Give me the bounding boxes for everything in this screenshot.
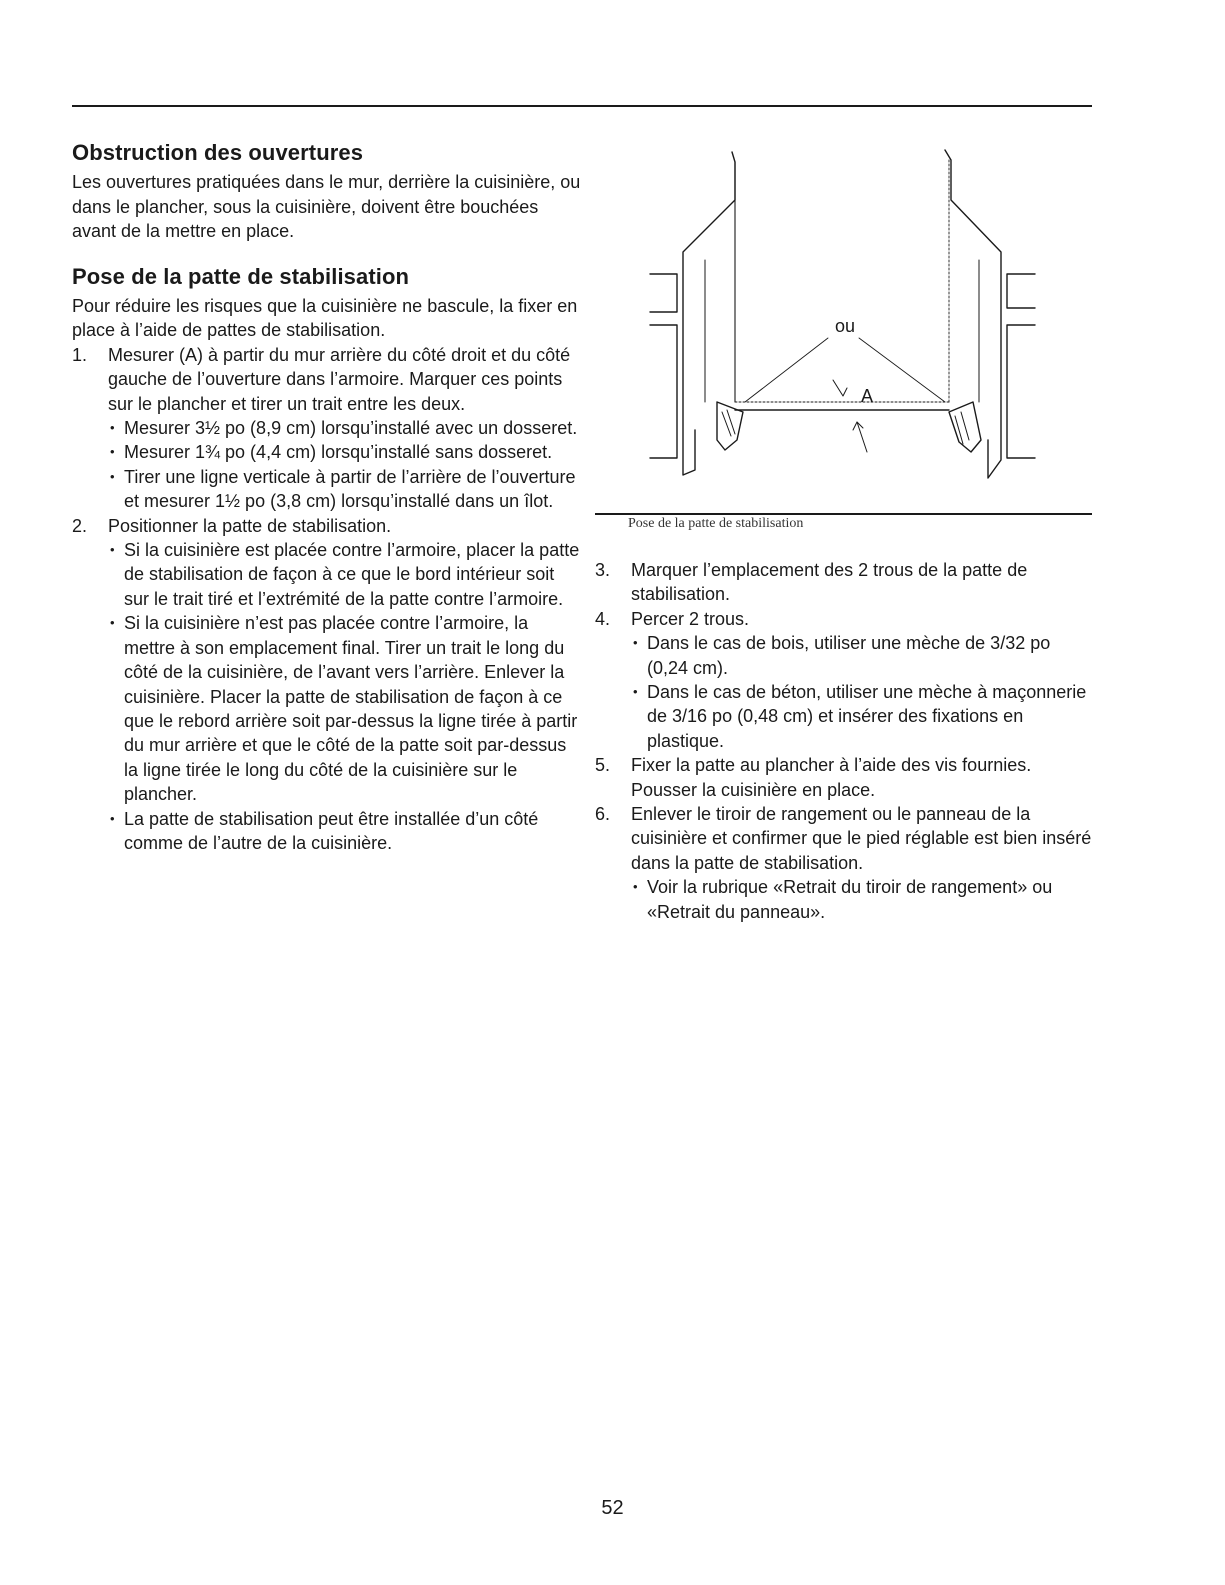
bullet-item: • La patte de stabilisation peut être installée d’un côté comme de l’autre de la cuisinière.	[108, 807, 582, 856]
figure-drawing	[595, 140, 1092, 535]
figure-caption: Pose de la patte de stabilisation	[628, 516, 804, 531]
step-4	[595, 607, 1095, 753]
step-text: Mesurer (A) à partir du mur arrière du côté droit et du côté gauche de l’ouverture dans l’armoire. Marquer ces points sur le plancher et tirer un trait entre les deux.	[108, 344, 571, 414]
bullet-item: • Tirer une ligne verticale à partir de l’arrière de l’ouverture et mesurer 1½ po (3,8 cm) lorsqu’installé dans un îlot.	[108, 465, 582, 514]
section-obstruction	[72, 140, 582, 244]
bullet-item: • Dans le cas de bois, utiliser une mèche de 3/32 po (0,24 cm).	[631, 631, 1095, 680]
right-column	[595, 558, 1095, 924]
section-pose	[72, 264, 582, 856]
step-number: 5.	[595, 755, 611, 776]
bullet-item: • Dans le cas de béton, utiliser une mèche à maçonnerie de 3/16 po (0,48 cm) et insérer des fixations en plastique.	[631, 680, 1095, 753]
step-text: Marquer l’emplacement des 2 trous de la patte de stabilisation.	[631, 560, 1028, 605]
step-text: Enlever le tiroir de rangement ou le panneau de la cuisinière et confirmer que le pied réglable est bien inséré dans la patte de stabilisation.	[631, 804, 1092, 873]
step-text: Percer 2 trous.	[631, 608, 750, 629]
step-number: 3.	[595, 560, 611, 580]
step-5	[595, 753, 1095, 802]
step-1	[72, 343, 582, 514]
top-rule	[72, 105, 1092, 107]
heading-obstruction: Obstruction des ouvertures	[72, 140, 364, 165]
step-text: Positionner la patte de stabilisation.	[108, 515, 392, 536]
step-3	[595, 558, 1095, 607]
step-2	[72, 514, 582, 856]
bullet-item: • Si la cuisinière n’est pas placée contre l’armoire, la mettre à son emplacement final. Tirer un trait le long du côté de la cuisinière, de l’avant vers l’arrière. Enlever la cuisinière. Placer la patte de stabilisation de façon à ce que le rebord arrière soit par-dessus la ligne tirée à partir du mur arrière et que le côté de la patte soit par-dessus la ligne tirée le long du côté de la cuisinière sur le plancher.	[108, 611, 582, 806]
obstruction-body: Les ouvertures pratiquées dans le mur, derrière la cuisinière, ou dans le plancher, sous la cuisinière, doivent être bouchées avant de la mettre en place.	[72, 172, 581, 242]
heading-pose: Pose de la patte de stabilisation	[72, 263, 410, 289]
page-number: 52	[601, 1497, 624, 1519]
bullet-item: • Mesurer 1¾ po (4,4 cm) lorsqu’installé sans dosseret.	[108, 440, 582, 464]
bullet-list	[631, 631, 1095, 753]
step-text: Fixer la patte au plancher à l’aide des vis fournies. Pousser la cuisinière en place.	[631, 755, 1032, 800]
step-number: 6.	[595, 804, 611, 825]
figure-rule	[595, 513, 1092, 515]
bullet-list	[631, 875, 1095, 924]
bullet-item: • Voir la rubrique «Retrait du tiroir de rangement» ou «Retrait du panneau».	[631, 875, 1095, 924]
bullet-list	[108, 416, 582, 514]
step-number: 2.	[72, 515, 88, 536]
bullet-item: • Si la cuisinière est placée contre l’armoire, placer la patte de stabilisation de façon à ce que le bord intérieur soit sur le trait tiré et l’extrémité de la patte contre l’armoire.	[108, 538, 582, 611]
bullet-item: • Mesurer 3½ po (8,9 cm) lorsqu’installé avec un dosseret.	[108, 416, 582, 440]
steps-list-right	[595, 558, 1095, 924]
step-number: 1.	[72, 344, 88, 365]
left-column	[72, 140, 582, 855]
anti-tip-bracket-figure	[595, 140, 1092, 535]
bullet-list	[108, 538, 582, 855]
label-or: ou	[835, 316, 856, 336]
label-a: A	[861, 386, 874, 406]
step-6	[595, 802, 1095, 924]
pose-intro: Pour réduire les risques que la cuisinière ne bascule, la fixer en place à l’aide de pattes de stabilisation.	[72, 296, 578, 341]
step-number: 4.	[595, 608, 611, 629]
steps-list-left	[72, 343, 582, 856]
